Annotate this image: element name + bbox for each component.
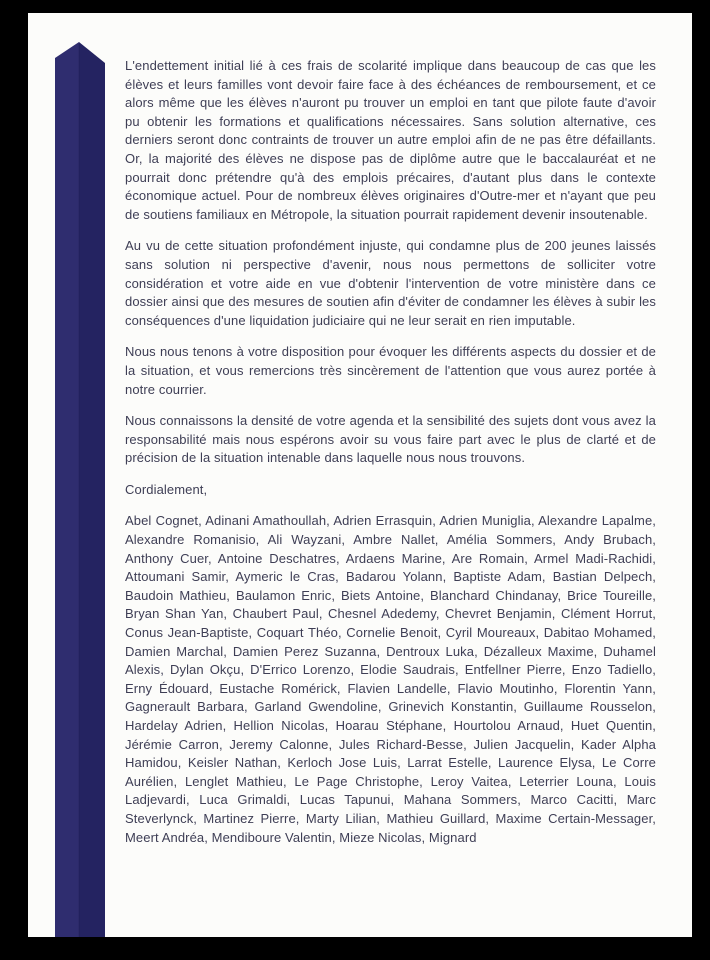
paragraph-debt: L'endettement initial lié à ces frais de scolarité implique dans beaucoup de cas que les élèves et leurs familles vont devoir faire face à des échéances de remboursement, et ce alors même que les élèves n'auront pu trouver un emploi en tant que pilote faute d'avoir pu obtenir les formations et qualifications nécessaires. Sans solution alternative, ces derniers seront donc contraints de trouver un autre emploi afin de ne pas être défaillants. Or, la majorité des élèves ne dispose pas de diplôme autre que le baccalauréat et ne pourrait donc prétendre qu'à des emplois précaires, d'autant plus dans le contexte économique actuel. Pour de nombreux élèves originaires d'Outre-mer et n'ayant que peu de soutiens familiaux en Métropole, la situation pourrait rapidement devenir insoutenable. (125, 58, 656, 222)
pillar-left-facet (55, 42, 79, 937)
closing-salutation: Cordialement, (125, 481, 208, 497)
paragraph-request: Au vu de cette situation profondément injuste, qui condamne plus de 200 jeunes laissés sans solution ni perspective d'avenir, nous nous permettons de solliciter votre considération et votre aide en vue d'obtenir l'intervention de votre ministère dans ce dossier ainsi que des mesures de soutien afin d'éviter de condamner les élèves à subir les conséquences d'une liquidation judiciaire qui ne leur serait en rien imputable. (125, 238, 656, 328)
left-accent-pillar-decoration (55, 42, 105, 937)
letter-page (28, 13, 692, 937)
pillar-right-facet (79, 42, 105, 937)
paragraph-agenda: Nous connaissons la densité de votre agenda et la sensibilité des sujets dont vous avez la responsabilité mais nous espérons avoir su vous faire part avec le plus de clarté et de précision de la situation intenable dans laquelle nous nous trouvons. (125, 413, 656, 466)
letter-body (125, 57, 656, 847)
paragraph-availability: Nous nous tenons à votre disposition pour évoquer les différents aspects du dossier et de la situation, et vous remercions très sincèrement de l'attention que vous aurez portée à notre courrier. (125, 344, 656, 397)
signatories-list: Abel Cognet, Adinani Amathoullah, Adrien Errasquin, Adrien Muniglia, Alexandre Lapalme, Alexandre Romanisio, Ali Wayzani, Ambre Nallet, Amélia Sommers, Andy Brubach, Anthony Cuer, Antoine Deschatres, Ardaens Marine, Are Romain, Armel Madi-Rachidi, Attoumani Samir, Aymeric le Cras, Badarou Yolann, Baptiste Adam, Bastian Delpech, Baudoin Mathieu, Baulamon Enric, Biets Antoine, Blanchard Chindanay, Brice Toureille, Bryan Shan Yan, Chaubert Paul, Chesnel Adedemy, Chevret Benjamin, Clément Horrut, Conus Jean-Baptiste, Coquart Théo, Cornelie Benoit, Cyril Moureaux, Dabitao Mohamed, Damien Marchal, Damien Perez Suzanna, Dentroux Luka, Dézalleux Maxime, Duhamel Alexis, Dylan Okçu, D'Errico Lorenzo, Elodie Saudrais, Entfellner Pierre, Enzo Tadiello, Erny Édouard, Eustache Romérick, Flavien Landelle, Flavio Moutinho, Florentin Yann, Gagnerault Barbara, Garland Gwendoline, Grinevich Konstantin, Guillaume Rousselon, Hardelay Adrien, Hellion Nicolas, Hoarau Stéphane, Hourtolou Arnaud, Huet Quentin, Jérémie Carron, Jeremy Calonne, Jules Richard-Besse, Julien Jacquelin, Kader Alpha Hamidou, Keisler Nathan, Kerloch Jose Luis, Larrat Estelle, Laurence Elysa, Le Corre Aurélien, Lenglet Mathieu, Le Page Christophe, Leroy Vaitea, Leterrier Louna, Louis Ladjevardi, Luca Grimaldi, Lucas Tapunui, Mahana Sommers, Marco Cacitti, Marc Steverlynck, Martinez Pierre, Marty Lilian, Mathieu Guillard, Maxime Certain-Messager, Meert Andréa, Mendiboure Valentin, Mieze Nicolas, Mignard (125, 513, 656, 845)
